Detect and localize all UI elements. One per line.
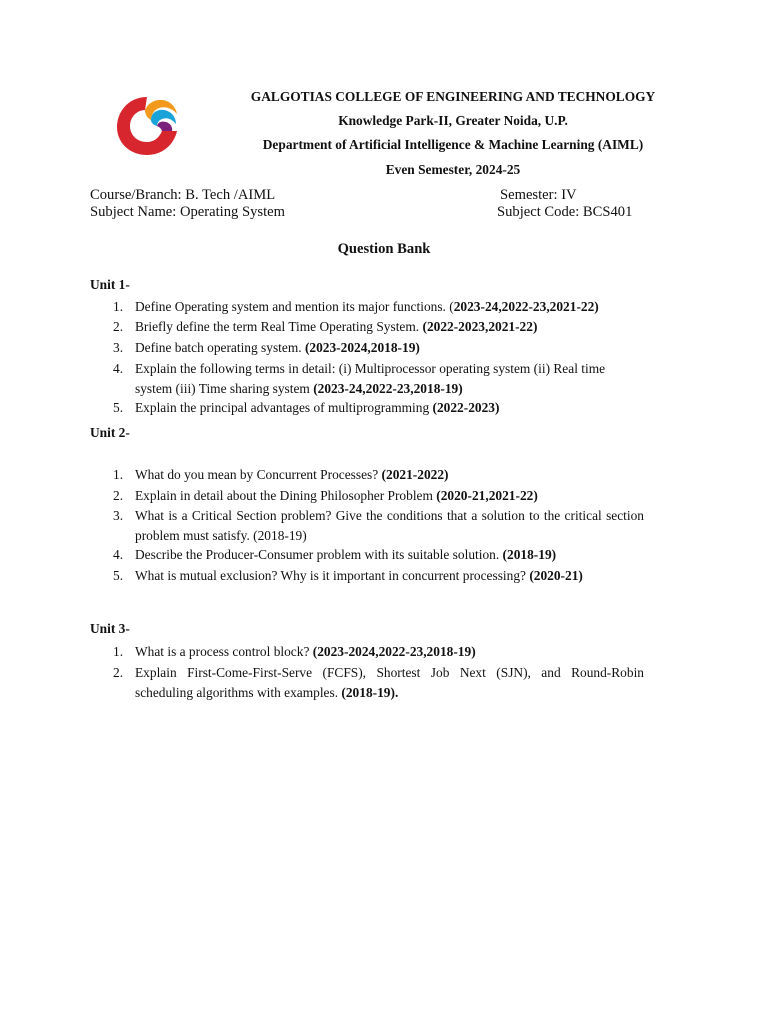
meta-row-subject <box>90 203 670 221</box>
list-item <box>113 398 644 418</box>
question-years: (2020-21,2021-22) <box>436 488 538 503</box>
question-years: (2018-19). <box>341 684 399 700</box>
list-item <box>113 359 644 398</box>
question-text: Describe the Producer-Consumer problem with its suitable solution. <box>135 547 503 562</box>
question-number: 2. <box>113 665 124 680</box>
semester-line: Even Semester, 2024-25 <box>385 162 521 177</box>
list-item <box>113 545 644 565</box>
question-years: (2021-2022) <box>381 467 449 482</box>
question-years: (2018-19) <box>502 547 557 562</box>
semester-label: Semester: IV <box>500 187 577 203</box>
question-number: 3. <box>113 508 124 523</box>
course-branch: Course/Branch: B. Tech /AIML <box>90 187 276 203</box>
list-item <box>113 566 644 586</box>
question-number: 4. <box>113 361 124 376</box>
question-text: What is a Critical Section problem? Give the conditions that a solution to the critical section problem must satisfy. (2018-19) <box>135 508 644 543</box>
college-name: GALGOTIAS COLLEGE OF ENGINEERING AND TECHNOLOGY <box>250 89 656 104</box>
question-text: Explain the principal advantages of multiprogramming <box>135 400 433 415</box>
list-item <box>113 486 644 506</box>
question-number: 4. <box>113 547 124 562</box>
question-years: (2022-2023,2021-22) <box>422 319 538 334</box>
question-text: What is a process control block? <box>135 644 313 659</box>
question-text: What is mutual exclusion? Why is it important in concurrent processing? <box>135 568 530 583</box>
question-number: 2. <box>113 488 124 503</box>
question-years: 2023-24,2022-23,2021-22) <box>453 299 599 314</box>
question-text: Briefly define the term Real Time Operating System. <box>135 319 423 334</box>
question-number: 1. <box>113 299 124 314</box>
list-item <box>113 506 644 545</box>
list-item <box>113 663 644 702</box>
question-years: (2023-2024,2022-23,2018-19) <box>312 644 476 659</box>
question-years: (2020-21) <box>529 568 583 583</box>
college-address: Knowledge Park-II, Greater Noida, U.P. <box>338 113 568 128</box>
question-number: 1. <box>113 467 124 482</box>
question-number: 2. <box>113 319 124 334</box>
question-text: Explain First-Come-First-Serve (FCFS), Shortest Job Next (SJN), and Round-Robin scheduling algorithms with examples. <box>135 665 644 700</box>
list-item <box>113 297 644 317</box>
list-item <box>113 317 644 337</box>
question-years: (2022-2023) <box>432 400 500 415</box>
question-number: 1. <box>113 644 124 659</box>
question-number: 5. <box>113 568 124 583</box>
subject-code: Subject Code: BCS401 <box>497 204 633 220</box>
page-title: Question Bank <box>337 241 431 257</box>
unit-heading: Unit 3- <box>90 621 130 636</box>
list-item <box>113 338 644 358</box>
college-logo-icon <box>114 93 180 157</box>
question-text: Define batch operating system. <box>135 340 305 355</box>
department-name: Department of Artificial Intelligence & Machine Learning (AIML) <box>262 137 644 152</box>
meta-row-course <box>90 186 670 204</box>
question-text: Define Operating system and mention its major functions. ( <box>135 299 454 314</box>
list-item <box>113 465 644 485</box>
list-item <box>113 642 644 662</box>
subject-name: Subject Name: Operating System <box>90 204 285 220</box>
question-years: (2023-2024,2018-19) <box>304 340 420 355</box>
question-number: 3. <box>113 340 124 355</box>
question-text: Explain the following terms in detail: (i) Multiprocessor operating system (ii) Real time system (iii) Time sharing system <box>135 361 606 396</box>
unit-heading: Unit 1- <box>90 277 130 292</box>
unit-heading: Unit 2- <box>90 425 130 440</box>
question-number: 5. <box>113 400 124 415</box>
question-years: (2023-24,2022-23,2018-19) <box>313 380 463 396</box>
question-text: What do you mean by Concurrent Processes? <box>135 467 382 482</box>
question-text: Explain in detail about the Dining Philosopher Problem <box>135 488 437 503</box>
